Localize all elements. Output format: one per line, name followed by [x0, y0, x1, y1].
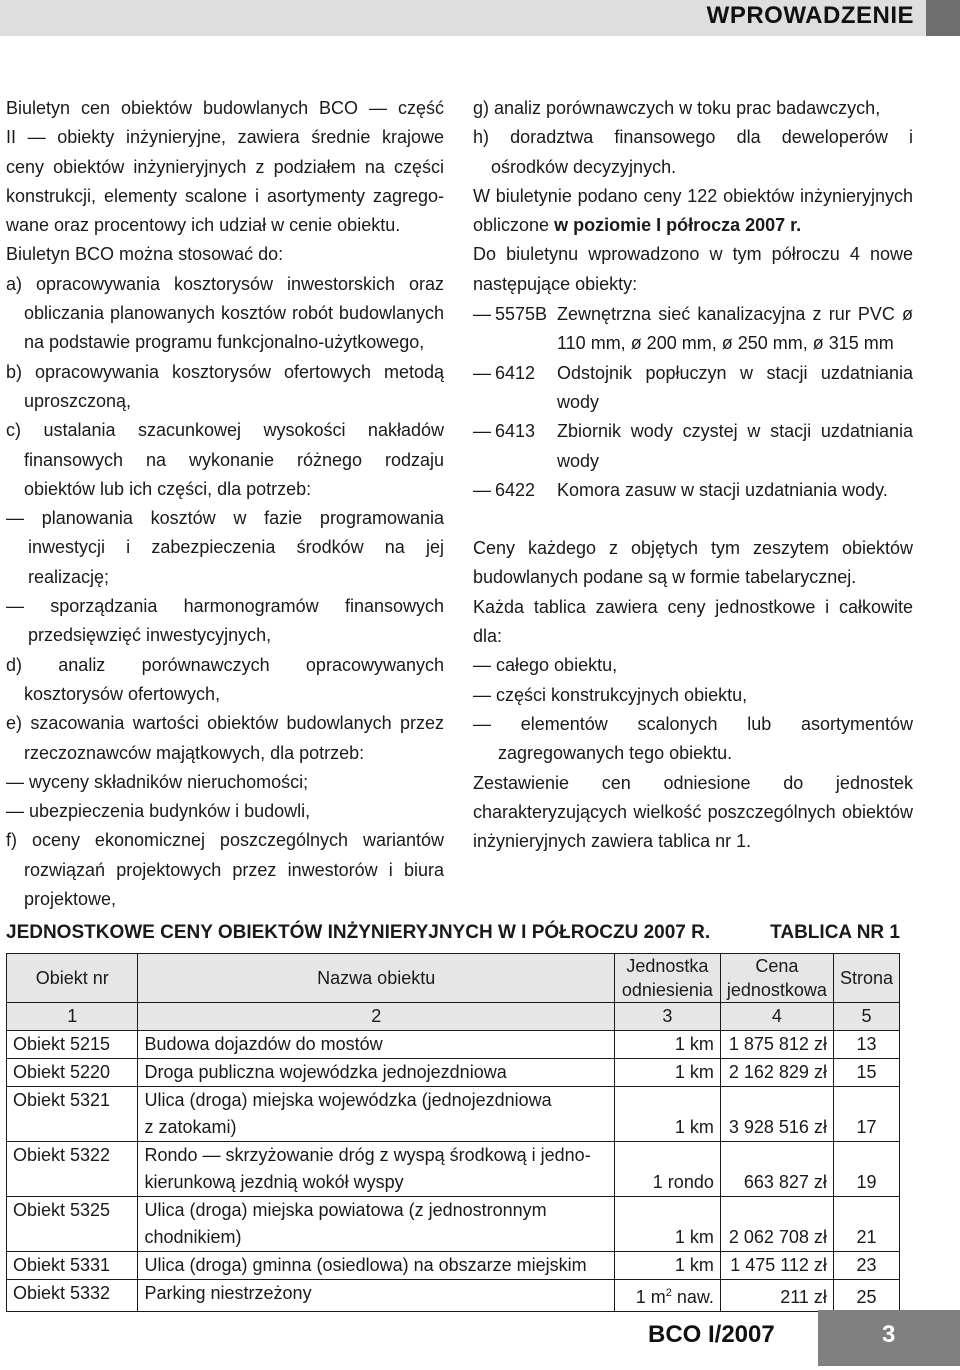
list-item: [473, 417, 913, 476]
page-section-title: WPROWADZENIE: [706, 2, 914, 29]
publication-label: BCO I/2007: [648, 1321, 775, 1348]
table-row: [7, 1280, 900, 1312]
list-item: [473, 476, 913, 505]
cell-name-line: kierunkową jezdnią wokół wyspy: [144, 1172, 404, 1192]
unit-base: 1 m: [635, 1287, 666, 1307]
object-code: 6413: [495, 421, 536, 442]
cell-price: 3 928 516 zł: [720, 1087, 833, 1142]
object-code: 5575B: [495, 304, 548, 325]
cell-page: 19: [833, 1142, 899, 1197]
cell-price: 211 zł: [720, 1280, 833, 1312]
cell-price: 2 162 829 zł: [720, 1059, 833, 1087]
list-item-h: h) doradztwa finansowego dla deweloperów i ośrodków decyzyjnych.: [473, 127, 913, 177]
unit-suffix: naw.: [671, 1287, 714, 1307]
list-item: [473, 300, 913, 359]
table-row: [7, 1031, 900, 1059]
cell-name: [138, 1142, 614, 1197]
object-code: 6412: [495, 362, 536, 383]
cell-object: Obiekt 5321: [7, 1087, 138, 1142]
cell-name: [138, 1252, 614, 1280]
table-row: [7, 1197, 900, 1252]
summary-paragraph: Zestawienie cen odniesione do jednostek charakteryzujących wielkość poszczególnych obiektów inżynieryjnych zawiera tablica nr 1.: [473, 772, 913, 852]
list-item-d: d) analiz porównawczych opracowywanych kosztorysów ofertowych,: [6, 654, 444, 704]
intro-line: II — obiekty inżynieryjne, zawiera średnie krajowe: [6, 127, 444, 148]
table-row: [7, 1252, 900, 1280]
table-row: [7, 1142, 900, 1197]
dash-item: — części konstrukcyjnych obiektu,: [473, 684, 748, 705]
cell-name-line: Ulica (droga) miejska powiatowa (z jednostronnym: [144, 1200, 547, 1220]
cell-price: 2 062 708 zł: [720, 1197, 833, 1252]
prices-text: W biuletynie podano ceny 122 obiektów inżynieryjnych obliczone: [473, 185, 913, 236]
list-item-e: e) szacowania wartości obiektów budowlanych przez rzeczoznawców majątkowych, dla potrzeb:: [6, 713, 444, 763]
cell-name: [138, 1280, 614, 1312]
cell-page: 17: [833, 1087, 899, 1142]
column-number: 1: [7, 1003, 138, 1031]
cell-page: 15: [833, 1059, 899, 1087]
dash-marker: —: [473, 421, 491, 442]
header-price-line: Cena: [755, 956, 799, 976]
table-label: TABLICA NR 1: [770, 922, 900, 943]
cell-page: 23: [833, 1252, 899, 1280]
column-number: 3: [614, 1003, 720, 1031]
header-object: Obiekt nr: [7, 954, 138, 1003]
cell-unit: 1 km: [614, 1031, 720, 1059]
dash-item: — całego obiektu,: [473, 655, 618, 676]
cell-name-line: Parking niestrzeżony: [144, 1283, 312, 1303]
prices-form-paragraph: Ceny każdego z objętych tym zeszytem obiektów budowlanych podane są w formie tabelarycznej.: [473, 538, 913, 588]
unit-superscript: 2: [665, 1287, 672, 1299]
new-objects-list: [473, 300, 913, 505]
table-row: [7, 1059, 900, 1087]
table-header-row: [7, 954, 900, 1003]
cell-unit: 1 km: [614, 1197, 720, 1252]
table-contents-intro: Każda tablica zawiera ceny jednostkowe i całkowite dla:: [473, 596, 913, 647]
table-row: [7, 1087, 900, 1142]
cell-unit: 1 km: [614, 1059, 720, 1087]
cell-name: [138, 1031, 614, 1059]
left-text-column: [6, 94, 444, 914]
column-number-row: [7, 1003, 900, 1031]
list-item-g: g) analiz porównawczych w toku prac badawczych,: [473, 98, 881, 118]
header-page: Strona: [833, 954, 899, 1003]
cell-price: 1 875 812 zł: [720, 1031, 833, 1059]
column-number: 4: [720, 1003, 833, 1031]
dash-item: — sporządzania harmonogramów finansowych przedsięwzięć inwestycyjnych,: [6, 596, 444, 646]
cell-object: Obiekt 5325: [7, 1197, 138, 1252]
cell-object: Obiekt 5215: [7, 1031, 138, 1059]
cell-page: 13: [833, 1031, 899, 1059]
object-name: Zbiornik wody czystej w stacji uzdatniania wody: [557, 421, 913, 471]
dash-item: — elementów scalonych lub asortymentów zagregowanych tego obiektu.: [473, 713, 913, 764]
cell-unit: [614, 1280, 720, 1312]
page-number: 3: [882, 1321, 896, 1348]
column-number: 5: [833, 1003, 899, 1031]
list-item-c: c) ustalania szacunkowej wysokości nakładów finansowych na wykonanie różnego rodzaju obiektów lub ich części, dla potrzeb:: [6, 420, 444, 499]
list-item-a: a) opracowywania kosztorysów inwestorskich oraz obliczania planowanych kosztów robót budowlanych na podstawie programu funkcjonalno-użytkowego,: [6, 273, 444, 353]
cell-name-line: chodnikiem): [144, 1227, 242, 1247]
cell-unit: 1 km: [614, 1087, 720, 1142]
cell-unit: 1 km: [614, 1252, 720, 1280]
cell-name-line: Ulica (droga) miejska wojewódzka (jednojezdniowa: [144, 1090, 552, 1110]
cell-object: Obiekt 5332: [7, 1280, 138, 1312]
cell-name: [138, 1059, 614, 1087]
header-unit-line: odniesienia: [621, 980, 713, 1000]
cell-name-line: Ulica (droga) gminna (osiedlowa) na obszarze miejskim: [144, 1255, 587, 1275]
cell-price: 663 827 zł: [720, 1142, 833, 1197]
list-item: [473, 359, 913, 418]
object-code: 6422: [495, 479, 536, 500]
dash-marker: —: [473, 479, 491, 500]
dash-item: — planowania kosztów w fazie programowania inwestycji i zabezpieczenia środków na jej realizację;: [6, 508, 444, 587]
cell-name-line: Droga publiczna wojewódzka jednojezdniowa: [144, 1062, 507, 1082]
column-number: 2: [138, 1003, 614, 1031]
cell-object: Obiekt 5220: [7, 1059, 138, 1087]
intro-line: konstrukcji, elementy scalone i asortymenty zagrego-: [6, 185, 444, 206]
price-table: [6, 953, 900, 1312]
table-title: JEDNOSTKOWE CENY OBIEKTÓW INŻYNIERYJNYCH W I PÓŁROCZU 2007 R.: [6, 922, 711, 943]
cell-name-line: z zatokami): [144, 1117, 237, 1137]
dash-item: — ubezpieczenia budynków i budowli,: [6, 801, 311, 822]
table-heading: [6, 922, 900, 944]
cell-object: Obiekt 5322: [7, 1142, 138, 1197]
header-corner-block: [926, 0, 960, 36]
cell-name: [138, 1087, 614, 1142]
header-unit: [614, 954, 720, 1003]
header-price-line: jednostkowa: [726, 980, 827, 1000]
list-item-f: f) oceny ekonomicznej poszczególnych wariantów rozwiązań projektowych przez inwestorów i biura projektowe,: [6, 830, 444, 910]
dash-marker: —: [473, 362, 491, 383]
cell-object: Obiekt 5331: [7, 1252, 138, 1280]
cell-name-line: Rondo — skrzyżowanie dróg z wyspą środkową i jedno-: [144, 1145, 591, 1165]
cell-page: 25: [833, 1280, 899, 1312]
header-unit-line: Jednostka: [626, 956, 709, 976]
dash-item: — wyceny składników nieruchomości;: [6, 771, 309, 792]
intro-line: Biuletyn cen obiektów budowlanych BCO — część: [6, 98, 444, 118]
object-name: Odstojnik popłuczyn w stacji uzdatniania wody: [557, 362, 913, 412]
object-name: Komora zasuw w stacji uzdatniania wody.: [557, 479, 888, 500]
right-text-column: [473, 94, 913, 856]
object-name: Zewnętrzna sieć kanalizacyjna z rur PVC ø 110 mm, ø 200 mm, ø 250 mm, ø 315 mm: [557, 304, 913, 354]
intro-line: ceny obiektów inżynieryjnych z podziałem na części: [6, 156, 444, 177]
cell-name: [138, 1197, 614, 1252]
prices-paragraph: [473, 182, 913, 241]
header-name: Nazwa obiektu: [138, 954, 614, 1003]
dash-marker: —: [473, 304, 491, 325]
intro-line: wane oraz procentowy ich udział w cenie obiektu.: [6, 215, 401, 236]
cell-name-line: Budowa dojazdów do mostów: [144, 1034, 383, 1054]
prices-period: w poziomie I półrocza 2007 r.: [554, 215, 802, 236]
list-item-b: b) opracowywania kosztorysów ofertowych metodą uproszczoną,: [6, 361, 444, 411]
usage-intro: Biuletyn BCO można stosować do:: [6, 244, 284, 265]
intro-paragraph: [6, 94, 444, 240]
cell-page: 21: [833, 1197, 899, 1252]
cell-price: 1 475 112 zł: [720, 1252, 833, 1280]
new-objects-intro: Do biuletynu wprowadzono w tym półroczu 4 nowe następujące obiekty:: [473, 244, 913, 294]
header-price: [720, 954, 833, 1003]
cell-unit: 1 rondo: [614, 1142, 720, 1197]
